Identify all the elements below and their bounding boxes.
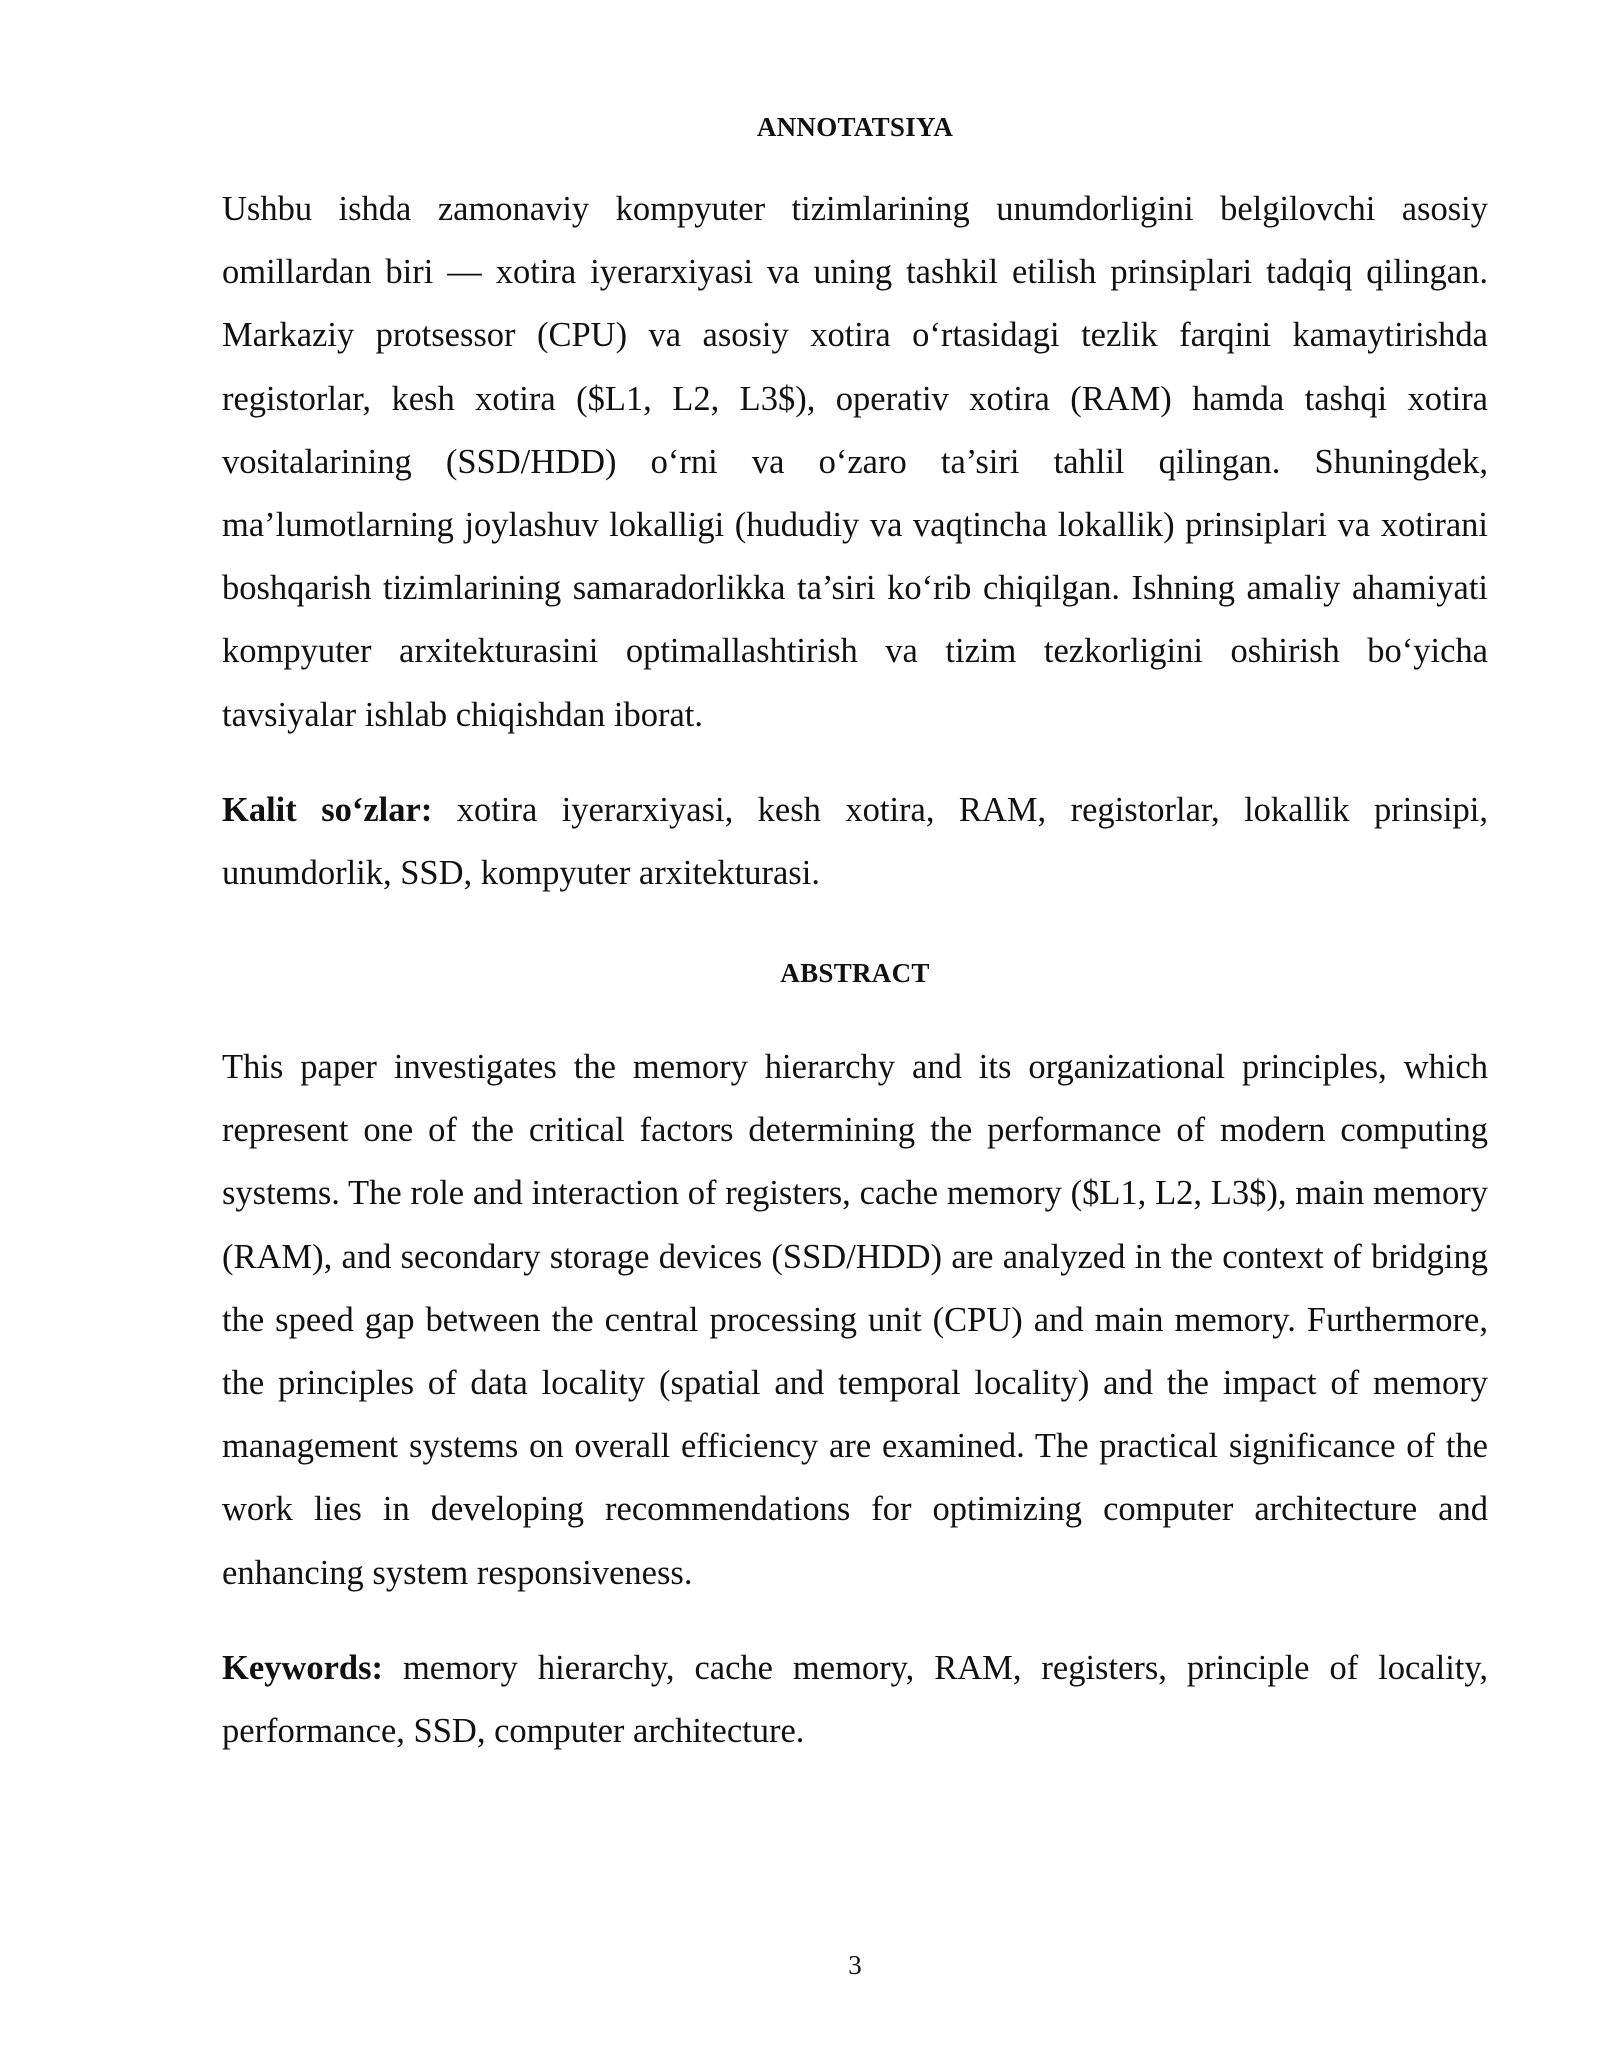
abstract-keywords-text: memory hierarchy, cache memory, RAM, registers, principle of locality, performance, SSD, computer architecture. bbox=[222, 1649, 1488, 1751]
annotatsiya-keywords bbox=[222, 779, 1488, 905]
annotatsiya-keywords-label: Kalit so‘zlar: bbox=[222, 791, 433, 829]
annotatsiya-keywords-text: xotira iyerarxiyasi, kesh xotira, RAM, registorlar, lokallik prinsipi, unumdorlik, SSD, kompyuter arxitekturasi. bbox=[222, 791, 1488, 893]
annotatsiya-heading: ANNOTATSIYA bbox=[756, 112, 954, 142]
abstract-heading: ABSTRACT bbox=[780, 958, 930, 988]
abstract-keywords bbox=[222, 1637, 1488, 1763]
annotatsiya-body: Ushbu ishda zamonaviy kompyuter tizimlarining unumdorligini belgilovchi asosiy omillardan biri — xotira iyerarxiyasi va uning tashkil etilish prinsiplari tadqiq qilingan. Markaziy protsessor (CPU) va asosiy xotira o‘rtasidagi tezlik farqini kamaytirishda registorlar, kesh xotira ($L1, L2, L3$), operativ xotira (RAM) hamda tashqi xotira vositalarining (SSD/HDD) o‘rni va o‘zaro ta’siri tahlil qilingan. Shuningdek, ma’lumotlarning joylashuv lokalligi (hududiy va vaqtincha lokallik) prinsiplari va xotirani boshqarish tizimlarining samaradorlikka ta’siri ko‘rib chiqilgan. Ishning amaliy ahamiyati kompyuter arxitekturasini optimallashtirish va tizim tezkorligini oshirish bo‘yicha tavsiyalar ishlab chiqishdan iborat. bbox=[222, 190, 1488, 734]
abstract-keywords-label: Keywords: bbox=[222, 1649, 383, 1687]
abstract-body: This paper investigates the memory hierarchy and its organizational principles, which represent one of the critical factors determining the performance of modern computing systems. The role and interaction of registers, cache memory ($L1, L2, L3$), main memory (RAM), and secondary storage devices (SSD/HDD) are analyzed in the context of bridging the speed gap between the central processing unit (CPU) and main memory. Furthermore, the principles of data locality (spatial and temporal locality) and the impact of memory management systems on overall efficiency are examined. The practical significance of the work lies in developing recommendations for optimizing computer architecture and enhancing system responsiveness. bbox=[222, 1048, 1488, 1592]
page-number: 3 bbox=[848, 1950, 862, 1980]
